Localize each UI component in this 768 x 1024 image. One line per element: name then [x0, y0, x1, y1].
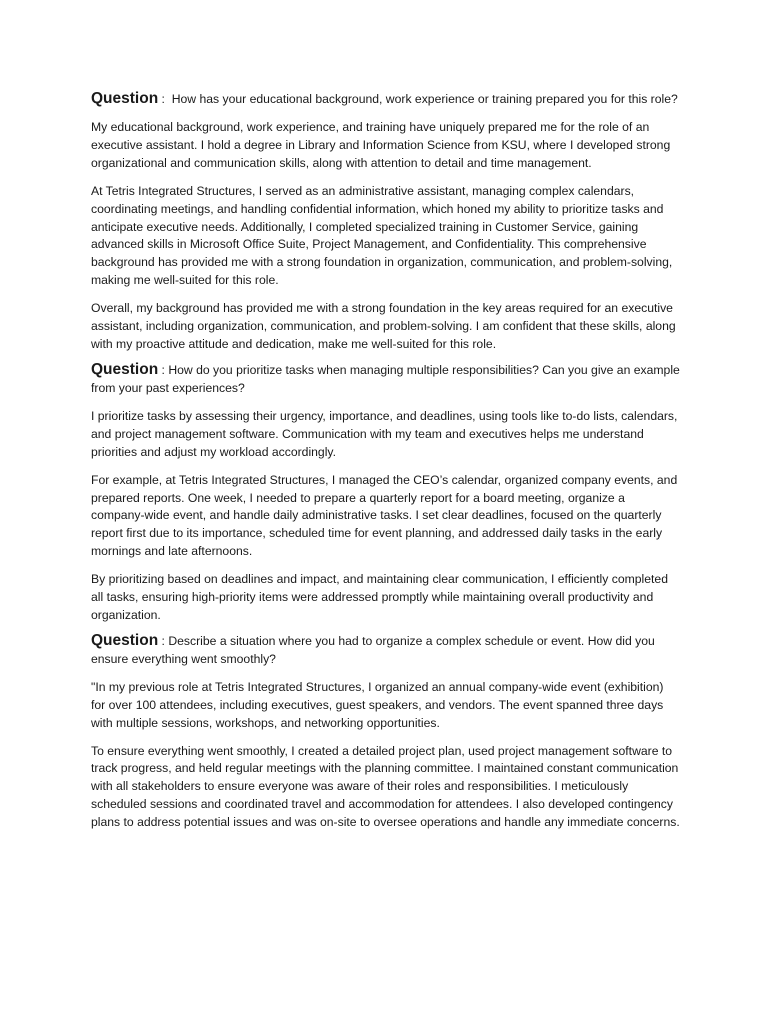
qa-section-2: [91, 361, 681, 625]
question-1: [91, 90, 681, 108]
question-label: Question: [91, 360, 159, 378]
answer-paragraph: By prioritizing based on deadlines and impact, and maintaining clear communication, I efficiently completed all tasks, ensuring high-priority items were addressed promptly while maintaining overall productivity and organization.: [91, 572, 668, 622]
answer-paragraph: "In my previous role at Tetris Integrated Structures, I organized an annual company-wide event (exhibition) for over 100 attendees, including executives, guest speakers, and vendors. The event spanned three days with multiple sessions, workshops, and networking opportunities.: [91, 679, 664, 730]
question-text: Describe a situation where you had to organize a complex schedule or event. How did you ensure everything went smoothly?: [91, 633, 655, 666]
question-label: Question: [91, 631, 159, 649]
question-separator: :: [158, 633, 169, 648]
document-page: [91, 90, 681, 839]
answer-paragraph: Overall, my background has provided me with a strong foundation in the key areas required for an executive assistant, including organization, communication, and problem-solving. I am confident that these skills, along with my proactive attitude and dedication, make me well-suited for this role.: [91, 301, 676, 351]
question-2: [91, 361, 681, 397]
question-text: How do you prioritize tasks when managing multiple responsibilities? Can you give an example from your past experiences?: [91, 362, 680, 395]
question-separator: :: [158, 92, 172, 106]
question-label: Question: [91, 90, 159, 107]
question-text: How has your educational background, work experience or training prepared you for this role?: [171, 92, 678, 106]
qa-section-3: [91, 632, 681, 832]
answer-paragraph: At Tetris Integrated Structures, I served as an administrative assistant, managing complex calendars, coordinating meetings, and handling confidential information, which honed my ability to prioritize tasks and anticipate executive needs. Additionally, I completed specialized training in Customer Service, gaining advanced skills in Microsoft Office Suite, Project Management, and Confidentiality. This comprehensive background has provided me with a strong foundation in organization, communication, and problem-solving, making me well-suited for this role.: [91, 183, 673, 288]
answer-paragraph: For example, at Tetris Integrated Structures, I managed the CEO’s calendar, organized company events, and prepared reports. One week, I needed to prepare a quarterly report for a board meeting, organize a company-wide event, and handle daily administrative tasks. I set clear deadlines, focused on the quarterly report first due to its importance, scheduled time for event planning, and addressed daily tasks in the early mornings and late afternoons.: [91, 472, 678, 559]
qa-section-1: [91, 90, 681, 354]
question-separator: :: [158, 362, 169, 377]
question-3: [91, 632, 681, 668]
answer-paragraph: To ensure everything went smoothly, I created a detailed project plan, used project management software to track progress, and held regular meetings with the planning committee. I maintained constant communication with all stakeholders to ensure everyone was aware of their roles and responsibilities. I meticulously scheduled sessions and coordinated travel and accommodation for attendees. I also developed contingency plans to address potential issues and was on-site to oversee operations and handle any immediate concerns.: [91, 743, 680, 830]
answer-paragraph: My educational background, work experience, and training have uniquely prepared me for the role of an executive assistant. I hold a degree in Library and Information Science from KSU, where I developed strong organizational and communication skills, along with attention to detail and time management.: [91, 120, 671, 170]
answer-paragraph: I prioritize tasks by assessing their urgency, importance, and deadlines, using tools like to-do lists, calendars, and project management software. Communication with my team and executives helps me understand priorities and adjust my workload accordingly.: [91, 408, 678, 459]
